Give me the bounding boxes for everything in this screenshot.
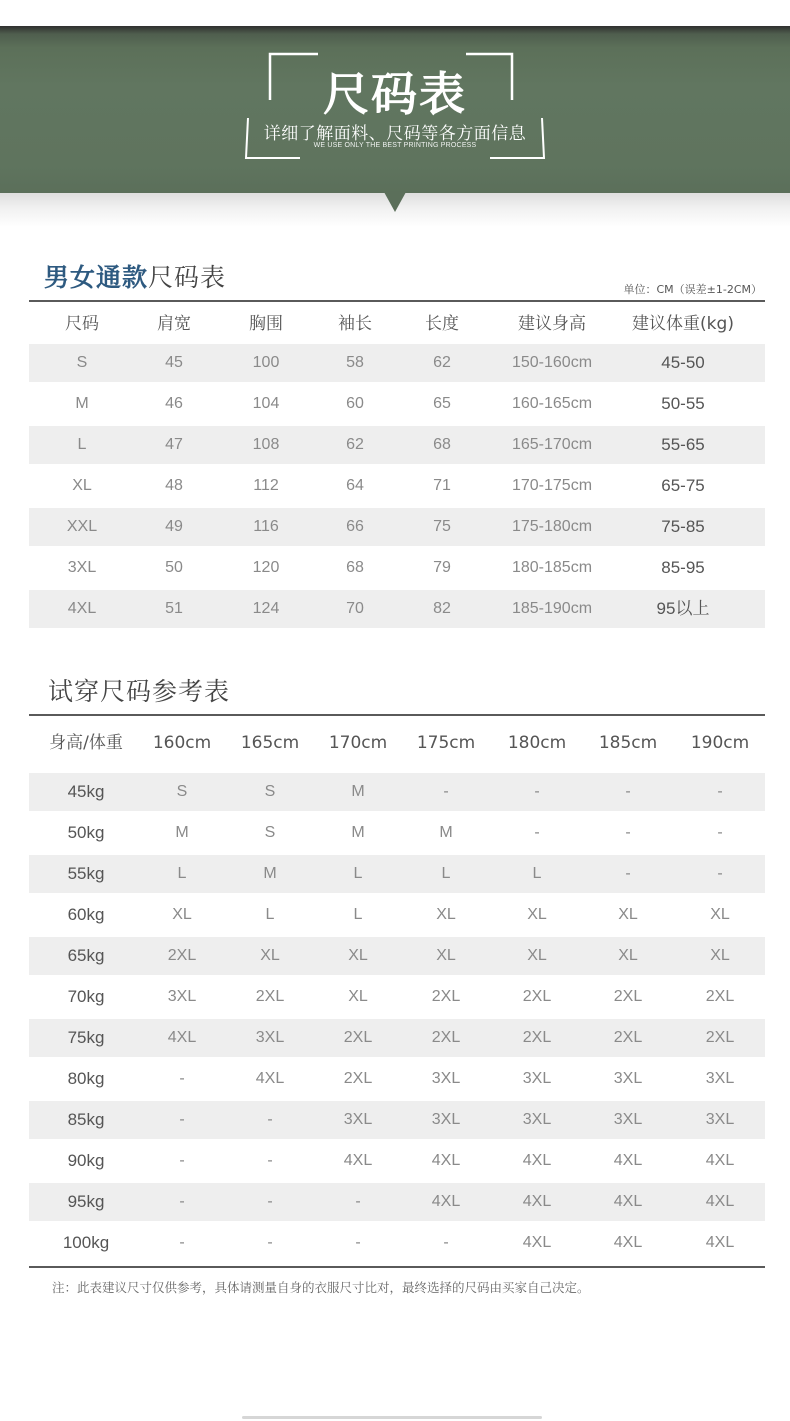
table-cell: 70 bbox=[346, 600, 364, 617]
table-cell: - bbox=[267, 1193, 273, 1210]
table-cell: XL bbox=[348, 947, 368, 964]
table-cell: XL bbox=[348, 988, 368, 1005]
table-cell: L bbox=[353, 865, 363, 882]
table-cell: XL bbox=[172, 906, 192, 923]
table-cell: 2XL bbox=[167, 947, 197, 964]
table-row bbox=[29, 978, 765, 1016]
table-cell: 85kg bbox=[67, 1110, 105, 1129]
table-cell: XL bbox=[260, 947, 280, 964]
table-cell: 55kg bbox=[67, 864, 105, 883]
table-cell: 82 bbox=[433, 600, 451, 617]
table-cell: 2XL bbox=[522, 1029, 552, 1046]
table-cell: M bbox=[351, 824, 365, 841]
table-cell: XL bbox=[436, 906, 456, 923]
table-cell: 4XL bbox=[167, 1029, 197, 1046]
table-cell: L bbox=[177, 865, 187, 882]
size-chart-title-highlight: 男女通款 bbox=[44, 263, 149, 292]
table-cell: 3XL bbox=[613, 1111, 643, 1128]
table-cell: 80kg bbox=[67, 1069, 105, 1088]
table-cell: XXL bbox=[66, 518, 98, 535]
table-header-cell: 建议身高 bbox=[518, 314, 586, 334]
table-cell: 4XL bbox=[522, 1234, 552, 1251]
table-header-cell: 185cm bbox=[598, 733, 658, 753]
table-cell: 68 bbox=[346, 559, 364, 576]
table-header-cell: 袖长 bbox=[338, 314, 372, 334]
table-cell: 50 bbox=[165, 559, 183, 576]
table-row bbox=[29, 426, 765, 464]
table-cell: L bbox=[77, 436, 87, 453]
table-row bbox=[29, 344, 765, 382]
table-cell: M bbox=[175, 824, 189, 841]
table-cell: - bbox=[534, 824, 540, 841]
table-header-cell: 165cm bbox=[240, 733, 300, 753]
table-row bbox=[29, 1060, 765, 1098]
table-row bbox=[29, 773, 765, 811]
table-cell: 60 bbox=[346, 395, 364, 412]
footnote: 注：此表建议尺寸仅供参考，具体请测量自身的衣服尺寸比对，最终选择的尺码由买家自己决定。 bbox=[52, 1280, 590, 1295]
table-cell: 65kg bbox=[67, 946, 105, 965]
table-cell: 4XL bbox=[705, 1193, 735, 1210]
table-cell: 2XL bbox=[522, 988, 552, 1005]
table-header-cell: 胸围 bbox=[249, 314, 283, 334]
table-cell: 2XL bbox=[431, 1029, 461, 1046]
fit-reference-title: 试穿尺码参考表 bbox=[48, 677, 231, 706]
table-cell: 79 bbox=[433, 559, 451, 576]
table-cell: 62 bbox=[346, 436, 364, 453]
table-row bbox=[29, 467, 765, 505]
table-cell: 180-185cm bbox=[511, 559, 593, 576]
table-cell: 3XL bbox=[613, 1070, 643, 1087]
table-cell: 4XL bbox=[613, 1152, 643, 1169]
table-header-cell: 190cm bbox=[690, 733, 750, 753]
table-cell: S bbox=[76, 354, 88, 371]
table-cell: 3XL bbox=[431, 1070, 461, 1087]
table-cell: 90kg bbox=[67, 1151, 105, 1170]
table-row bbox=[29, 1101, 765, 1139]
table-header-cell: 160cm bbox=[152, 733, 212, 753]
table-cell: 175-180cm bbox=[511, 518, 593, 535]
table-cell: 75 bbox=[433, 518, 451, 535]
table-cell: - bbox=[179, 1152, 185, 1169]
table-cell: 2XL bbox=[343, 1070, 373, 1087]
table-row bbox=[29, 937, 765, 975]
table-row bbox=[29, 549, 765, 587]
table-cell: - bbox=[267, 1111, 273, 1128]
table-cell: 3XL bbox=[167, 988, 197, 1005]
table-cell: L bbox=[532, 865, 542, 882]
table-cell: 71 bbox=[433, 477, 451, 494]
table-cell: 150-160cm bbox=[511, 354, 593, 371]
table-cell: 100kg bbox=[62, 1233, 110, 1252]
table-cell: 51 bbox=[165, 600, 183, 617]
table-cell: - bbox=[267, 1152, 273, 1169]
table-cell: 3XL bbox=[67, 559, 97, 576]
table-cell: 108 bbox=[252, 436, 280, 453]
table-cell: 65-75 bbox=[661, 476, 705, 495]
table-row bbox=[29, 385, 765, 423]
table-cell: L bbox=[353, 906, 363, 923]
table-header-row bbox=[29, 305, 765, 343]
table-cell: 3XL bbox=[705, 1111, 735, 1128]
table-header-cell: 175cm bbox=[416, 733, 476, 753]
table-cell: 45 bbox=[165, 354, 183, 371]
table-cell: 75-85 bbox=[661, 517, 705, 536]
table-cell: M bbox=[351, 783, 365, 800]
table-cell: - bbox=[625, 824, 631, 841]
table-header-cell: 尺码 bbox=[65, 314, 99, 334]
table-cell: 3XL bbox=[255, 1029, 285, 1046]
table-row bbox=[29, 1183, 765, 1221]
table-cell: 47 bbox=[165, 436, 183, 453]
table-cell: 4XL bbox=[522, 1193, 552, 1210]
table-header-cell: 建议体重(kg) bbox=[632, 314, 734, 334]
table-cell: 58 bbox=[346, 354, 364, 371]
table-cell: 48 bbox=[165, 477, 183, 494]
table-row bbox=[29, 855, 765, 893]
table-cell: S bbox=[264, 824, 276, 841]
table-header-cell: 身高/体重 bbox=[49, 733, 123, 753]
divider bbox=[29, 300, 765, 302]
table-cell: 75kg bbox=[67, 1028, 105, 1047]
table-row bbox=[29, 590, 765, 628]
table-cell: 45kg bbox=[67, 782, 105, 801]
table-header-cell: 肩宽 bbox=[157, 314, 191, 334]
table-cell: 2XL bbox=[613, 1029, 643, 1046]
table-cell: 70kg bbox=[67, 987, 105, 1006]
table-cell: 66 bbox=[346, 518, 364, 535]
table-cell: - bbox=[179, 1070, 185, 1087]
table-cell: - bbox=[717, 865, 723, 882]
table-cell: L bbox=[265, 906, 275, 923]
table-cell: 46 bbox=[165, 395, 183, 412]
table-cell: 165-170cm bbox=[511, 436, 593, 453]
table-cell: XL bbox=[72, 477, 92, 494]
table-cell: 62 bbox=[433, 354, 451, 371]
table-cell: - bbox=[717, 824, 723, 841]
table-cell: 60kg bbox=[67, 905, 105, 924]
table-cell: - bbox=[179, 1193, 185, 1210]
table-cell: 64 bbox=[346, 477, 364, 494]
table-cell: 160-165cm bbox=[511, 395, 593, 412]
table-cell: 104 bbox=[252, 395, 280, 412]
table-cell: 3XL bbox=[431, 1111, 461, 1128]
table-cell: 3XL bbox=[343, 1111, 373, 1128]
table-cell: 120 bbox=[252, 559, 280, 576]
scrollbar[interactable] bbox=[242, 1416, 542, 1419]
table-row bbox=[29, 896, 765, 934]
table-row bbox=[29, 508, 765, 546]
table-cell: 2XL bbox=[613, 988, 643, 1005]
table-row bbox=[29, 814, 765, 852]
table-cell: 3XL bbox=[522, 1111, 552, 1128]
table-cell: 50kg bbox=[67, 823, 105, 842]
table-cell: - bbox=[355, 1234, 361, 1251]
table-header-cell: 180cm bbox=[507, 733, 567, 753]
table-cell: 112 bbox=[253, 477, 279, 494]
table-cell: M bbox=[75, 395, 89, 412]
table-cell: 4XL bbox=[613, 1234, 643, 1251]
size-chart-title-rest: 尺码表 bbox=[148, 263, 227, 292]
table-cell: 2XL bbox=[343, 1029, 373, 1046]
table-cell: 4XL bbox=[67, 600, 97, 617]
table-cell: 85-95 bbox=[661, 558, 705, 577]
table-cell: 4XL bbox=[613, 1193, 643, 1210]
table-cell: 4XL bbox=[343, 1152, 373, 1169]
table-cell: 2XL bbox=[705, 1029, 735, 1046]
table-cell: S bbox=[176, 783, 188, 800]
table-cell: 3XL bbox=[522, 1070, 552, 1087]
table-cell: 65 bbox=[433, 395, 451, 412]
table-cell: - bbox=[179, 1111, 185, 1128]
table-cell: M bbox=[263, 865, 277, 882]
table-cell: XL bbox=[618, 906, 638, 923]
table-cell: - bbox=[534, 783, 540, 800]
table-cell: 2XL bbox=[255, 988, 285, 1005]
table-cell: - bbox=[355, 1193, 361, 1210]
table-cell: XL bbox=[527, 947, 547, 964]
table-cell: 4XL bbox=[705, 1152, 735, 1169]
table-cell: 49 bbox=[165, 518, 183, 535]
table-cell: 100 bbox=[252, 354, 280, 371]
table-row bbox=[29, 1019, 765, 1057]
table-cell: 3XL bbox=[705, 1070, 735, 1087]
table-cell: 68 bbox=[433, 436, 451, 453]
banner-subtitle: 详细了解面料、尺码等各方面信息 bbox=[263, 124, 527, 144]
table-cell: 4XL bbox=[431, 1152, 461, 1169]
table-cell: 4XL bbox=[431, 1193, 461, 1210]
table-cell: 116 bbox=[253, 518, 279, 535]
table-cell: - bbox=[625, 865, 631, 882]
banner-title: 尺码表 bbox=[323, 67, 467, 121]
table-cell: - bbox=[443, 783, 449, 800]
table-cell: S bbox=[264, 783, 276, 800]
unit-note: 单位：CM（误差±1-2CM） bbox=[623, 283, 762, 296]
table-cell: - bbox=[267, 1234, 273, 1251]
table-cell: M bbox=[439, 824, 453, 841]
table-cell: 124 bbox=[252, 600, 280, 617]
table-cell: XL bbox=[710, 906, 730, 923]
table-cell: XL bbox=[436, 947, 456, 964]
table-cell: L bbox=[441, 865, 451, 882]
table-cell: 2XL bbox=[705, 988, 735, 1005]
table-cell: 4XL bbox=[522, 1152, 552, 1169]
table-row bbox=[29, 1142, 765, 1180]
banner-subtitle-en: WE USE ONLY THE BEST PRINTING PROCESS bbox=[313, 142, 477, 149]
table-row bbox=[29, 1224, 765, 1262]
table-cell: 95以上 bbox=[656, 599, 710, 618]
divider bbox=[29, 1266, 765, 1268]
table-cell: 4XL bbox=[705, 1234, 735, 1251]
table-cell: - bbox=[625, 783, 631, 800]
table-cell: - bbox=[443, 1234, 449, 1251]
table-cell: XL bbox=[618, 947, 638, 964]
table-cell: 55-65 bbox=[661, 435, 705, 454]
size-chart-title bbox=[44, 258, 226, 294]
table-cell: 4XL bbox=[255, 1070, 285, 1087]
table-header-cell: 长度 bbox=[425, 314, 459, 334]
table-header-row bbox=[29, 724, 765, 762]
table-cell: 170-175cm bbox=[511, 477, 593, 494]
table-cell: 50-55 bbox=[661, 394, 705, 413]
table-cell: XL bbox=[527, 906, 547, 923]
table-cell: 2XL bbox=[431, 988, 461, 1005]
table-cell: 185-190cm bbox=[511, 600, 593, 617]
table-cell: 45-50 bbox=[661, 353, 705, 372]
table-cell: - bbox=[179, 1234, 185, 1251]
table-cell: 95kg bbox=[67, 1192, 105, 1211]
table-cell: XL bbox=[710, 947, 730, 964]
table-cell: - bbox=[717, 783, 723, 800]
table-header-cell: 170cm bbox=[328, 733, 388, 753]
divider bbox=[29, 714, 765, 716]
